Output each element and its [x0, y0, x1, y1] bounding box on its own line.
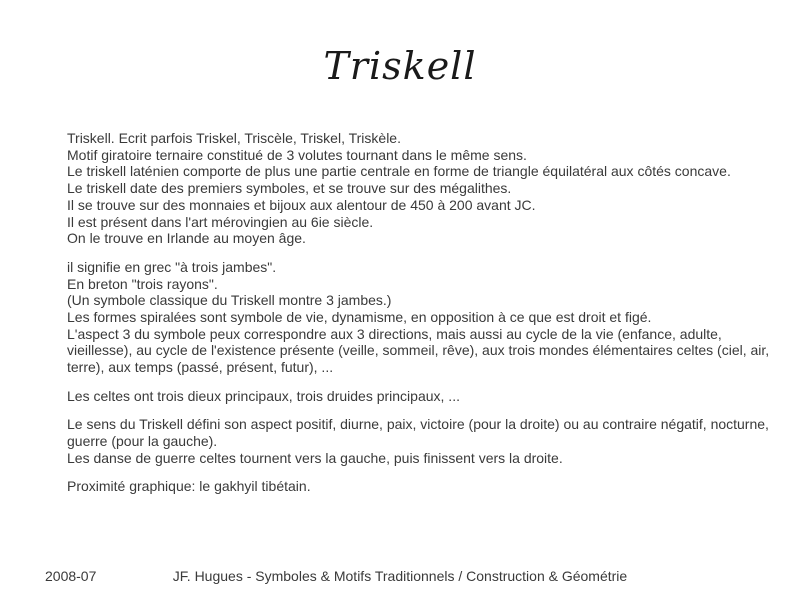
footer-date: 2008-07 [45, 568, 97, 584]
text-line: Les formes spiralées sont symbole de vie, dynamisme, en opposition à ce que est droit et figé. [67, 308, 652, 325]
paragraph [67, 258, 770, 376]
body-text [67, 130, 770, 507]
paragraph [67, 416, 769, 466]
text-line: vieillesse), au cycle de l'existence présente (veille, sommeil, rêve), aux trois mondes élémentaires celtes (ciel, air, [67, 342, 770, 359]
footer-credit: JF. Hugues - Symboles & Motifs Traditionnels / Construction & Géométrie [172, 568, 628, 584]
text-line: Le sens du Triskell défini son aspect positif, diurne, paix, victoire (pour la droite) ou au contraire négatif, nocturne, [67, 416, 769, 433]
text-line: L'aspect 3 du symbole peux correspondre aux 3 directions, mais aussi au cycle de la vie (enfance, adulte, [67, 325, 722, 342]
text-line: Le triskell laténien comporte de plus une partie centrale en forme de triangle équilatéral aux côtés concave. [67, 163, 731, 180]
text-line: (Un symbole classique du Triskell montre 3 jambes.) [67, 292, 392, 309]
paragraph [67, 478, 762, 495]
text-line: guerre (pour la gauche). [67, 432, 218, 449]
slide-title: Triskell [323, 44, 477, 88]
text-line: terre), aux temps (passé, présent, futur), ... [67, 359, 334, 376]
text-line: Les danse de guerre celtes tournent vers la gauche, puis finissent vers la droite. [67, 449, 563, 466]
text-line: En breton "trois rayons". [67, 275, 218, 292]
text-line: Triskell. Ecrit parfois Triskel, Triscèle, Triskel, Triskèle. [67, 130, 401, 146]
text-line: Les celtes ont trois dieux principaux, trois druides principaux, ... [67, 387, 460, 404]
text-line: Le triskell date des premiers symboles, et se trouve sur des mégalithes. [67, 180, 512, 197]
text-line: il signifie en grec "à trois jambes". [67, 258, 277, 275]
paragraph [67, 388, 762, 405]
text-line: Proximité graphique: le gakhyil tibétain. [67, 478, 311, 495]
text-line: Il est présent dans l'art mérovingien au 6ie siècle. [67, 213, 374, 230]
text-line: Il se trouve sur des monnaies et bijoux aux alentour de 450 à 200 avant JC. [67, 196, 536, 213]
text-line: On le trouve en Irlande au moyen âge. [67, 230, 306, 247]
paragraph [67, 130, 762, 247]
text-line: Motif giratoire ternaire constitué de 3 volutes tournant dans le même sens. [67, 146, 527, 163]
